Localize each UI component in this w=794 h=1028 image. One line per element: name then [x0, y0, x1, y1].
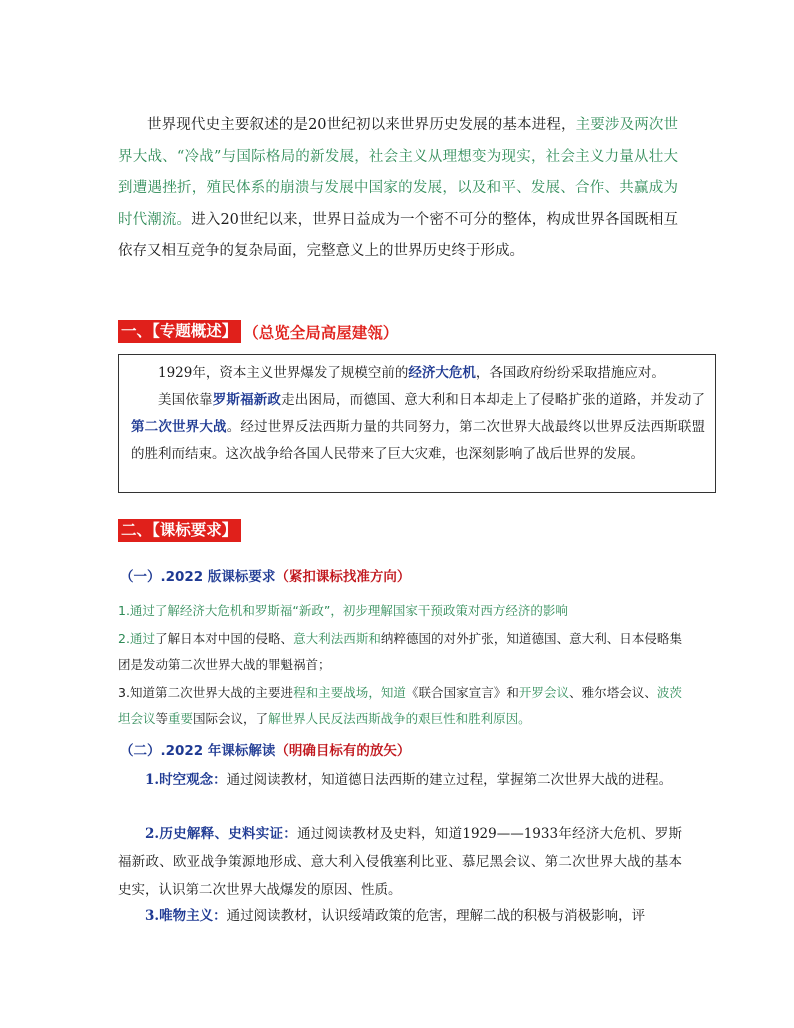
- req-text: 意大利法西斯和: [293, 631, 381, 646]
- subheading-text: （二）.2022 年课标解读: [120, 743, 276, 759]
- intro-text-green: 主要涉及两次世界大战、“冷战”与国际格局的新发展，社会主义从理想变为现实，社会主义力量从壮大到遭遇挫折，殖民体系的崩溃与发展中国家的发展，以及和平、发展、合作、共赢成为时代潮流。: [118, 117, 679, 228]
- keyword-new-deal: 罗斯福新政: [212, 392, 282, 408]
- interp-lead: 2.历史解释、史料实证：: [145, 826, 298, 842]
- subheading-interpretation-2022: [120, 739, 410, 759]
- keyword-economic-crisis: 经济大危机: [408, 365, 476, 381]
- req-text: 和: [506, 685, 519, 700]
- interp-text: 通过阅读教材，认识绥靖政策的危害，理解二战的积极与消极影响，评: [226, 908, 646, 924]
- summary-text: 1929年，资本主义世界爆发了规模空前的: [158, 365, 409, 381]
- req-text: 解世界人民反法西斯战争的艰巨性和胜利原因。: [268, 711, 531, 726]
- interp-text: 通过阅读教材，知道德日法西斯的建立过程，掌握第二次世界大战的进程。: [226, 772, 673, 788]
- req-text: 波茨坦会议: [118, 685, 682, 726]
- summary-text: 。经过世界反法西斯力量的共同努力，第二次世界大战最终以世界反法西斯联盟的胜利而结束。这次战争给各国人民带来了巨大灾难，也深刻影响了战后世界的发展。: [131, 419, 706, 462]
- requirement-3: [118, 680, 682, 732]
- section-heading-standards: [118, 519, 241, 542]
- requirement-2: [118, 626, 682, 678]
- summary-paragraph-1: [131, 360, 705, 387]
- interpretation-item-3: [118, 902, 682, 930]
- section-label-standards: 二、【课标要求】: [118, 519, 241, 542]
- req-text: 程和主要战场，知道: [293, 685, 406, 700]
- keyword-ww2: 第二次世界大战: [131, 419, 227, 435]
- subheading-text: （一）.2022 版课标要求: [120, 569, 276, 585]
- section-subtitle-overview: （总览全局高屋建瓴）: [243, 323, 399, 342]
- interpretation-item-2: [118, 820, 682, 904]
- req-text: 纳粹德国的对外扩张，知道德国、意大利、日本侵略集团是发动第二次世界大战的罪魁祸首；: [118, 631, 682, 672]
- section-heading-overview: [118, 320, 398, 343]
- interp-lead: 1.时空观念：: [145, 772, 227, 788]
- summary-text: 美国依靠: [158, 392, 213, 408]
- summary-box: [118, 354, 716, 493]
- subheading-note: （紧扣课标找准方向）: [275, 569, 411, 585]
- req-text: 重要: [168, 711, 194, 726]
- intro-paragraph: [118, 110, 678, 268]
- interp-lead: 3.唯物主义：: [145, 908, 227, 924]
- req-text: 《联合国家宣言》: [405, 685, 507, 700]
- interpretation-item-1: [118, 766, 682, 794]
- intro-text-1: 世界现代史主要叙述的是20世纪初以来世界历史发展的基本进程，: [147, 117, 576, 133]
- req-text: 3.知道第二次世界大战的主要进: [118, 685, 294, 700]
- req-text: 等: [155, 711, 169, 726]
- section-label-overview: 一、【专题概述】: [118, 320, 241, 343]
- summary-text: ，各国政府纷纷采取措施应对。: [475, 365, 665, 381]
- subheading-standards-2022: [120, 565, 410, 585]
- requirement-1: 1.通过了解经济大危机和罗斯福“新政”，初步理解国家干预政策对西方经济的影响: [118, 603, 568, 618]
- subheading-note: （明确目标有的放矢）: [275, 743, 411, 759]
- req-text: 开罗会议: [518, 685, 570, 700]
- interp-text: 通过阅读教材及史料，知道1929——1933年经济大危机、罗斯福新政、欧亚战争策源地形成、意大利入侵俄塞利比亚、慕尼黑会议、第二次世界大战的基本史实，认识第二次世界大战爆发的原因、性质。: [118, 826, 683, 898]
- intro-text-2: 进入20世纪以来，世界日益成为一个密不可分的整体，构成世界各国既相互依存又相互竞争的复杂局面，完整意义上的世界历史终于形成。: [118, 211, 679, 259]
- req-text: 2.通过: [118, 631, 156, 646]
- req-text: 国际会议，了: [193, 711, 269, 726]
- req-text: 、雅尔塔会议、: [569, 685, 657, 700]
- summary-paragraph-2: [131, 387, 705, 468]
- req-text: 了解日本对中国的侵略、: [155, 631, 294, 646]
- summary-text: 走出困局，而德国、意大利和日本却走上了侵略扩张的道路，并发动了: [281, 392, 706, 408]
